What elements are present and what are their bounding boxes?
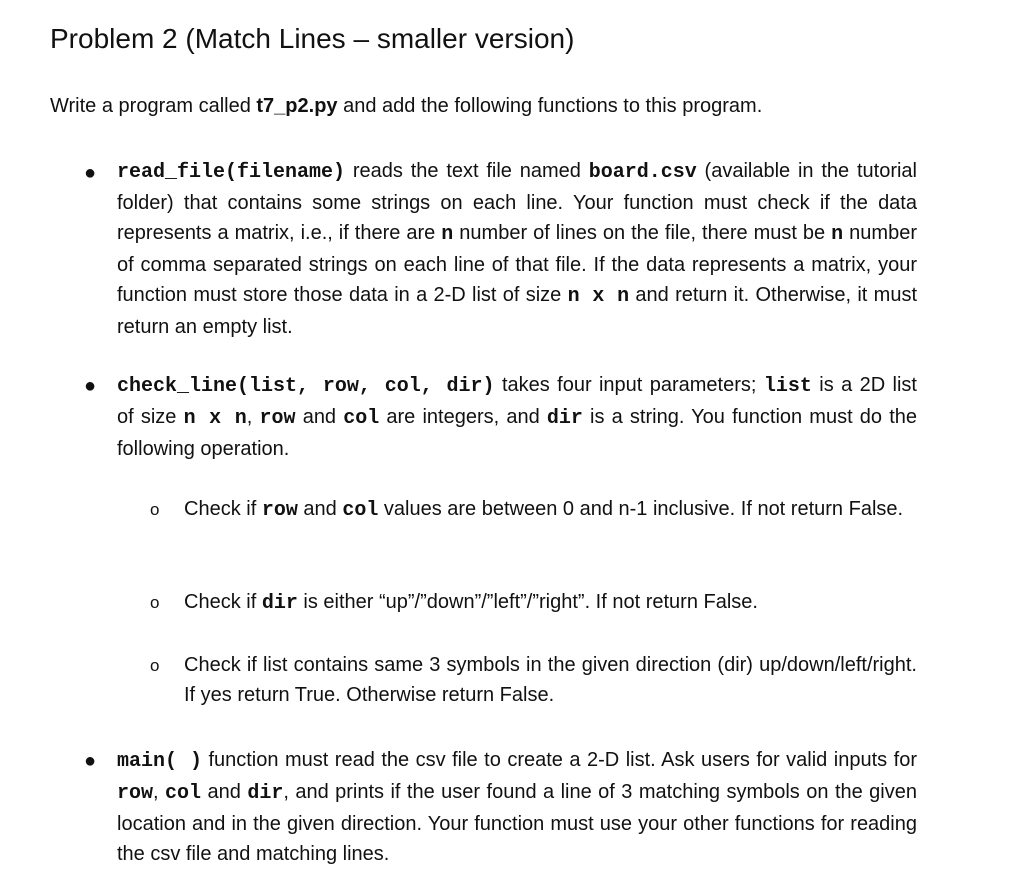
read-file-text-5: and return it. Otherwise, it must return an empty list. <box>117 284 918 338</box>
main-text-4: , and prints if the user found a line of 3 matching symbols on the given location and in the given direction. Your function must use your other functions for reading the csv file and matching lines. <box>117 781 917 865</box>
read-file-text-3: number of lines on the file, there must be <box>453 222 832 244</box>
check-line-text-2: is a 2D list of size <box>117 374 917 428</box>
n-variable: n <box>441 223 454 246</box>
read-file-signature: read_file(filename) <box>117 161 346 184</box>
check-line-text-6: is a string. You function must do the following operation. <box>117 406 917 460</box>
read-file-description <box>117 156 917 342</box>
check-line-text-3: , <box>246 406 260 428</box>
intro-text-before: Write a program called <box>50 95 257 117</box>
check-line-text-5: are integers, and <box>379 406 547 428</box>
check-line-text-4: and <box>295 406 344 428</box>
check-symbols-item <box>184 650 917 710</box>
col-param: col <box>165 782 202 805</box>
dir-param: dir <box>546 407 583 430</box>
bullet-icon: ● <box>84 750 97 772</box>
check-line-signature: check_line(list, row, col, dir) <box>117 375 495 398</box>
n-variable: n <box>831 223 844 246</box>
sub-a-text-2: and <box>297 498 343 520</box>
sub-bullet-icon: o <box>150 593 160 612</box>
bullet-icon: ● <box>84 375 97 397</box>
col-param: col <box>342 499 379 522</box>
row-param: row <box>117 782 154 805</box>
sub-c-text: Check if list contains same 3 symbols in the given direction (dir) up/down/left/right. If yes return True. Otherwise return False. <box>184 654 917 706</box>
main-text-3: and <box>201 781 248 803</box>
intro-paragraph <box>50 93 762 119</box>
check-line-text-1: takes four input parameters; <box>494 374 764 396</box>
dir-param: dir <box>261 592 298 615</box>
intro-text-after: and add the following functions to this program. <box>337 95 763 117</box>
col-param: col <box>343 407 380 430</box>
read-file-text-2: (available in the tutorial folder) that contains some strings on each line. Your function must check if the data represents a matrix, i.e., if there are <box>117 160 917 244</box>
sub-b-text-2: is either “up”/”down”/”left”/”right”. If not return False. <box>297 591 758 613</box>
main-signature: main( ) <box>117 750 202 773</box>
main-text-2: , <box>153 781 166 803</box>
main-text-1: function must read the csv file to create a 2-D list. Ask users for valid inputs for <box>201 749 917 771</box>
sub-a-text-1: Check if <box>184 498 262 520</box>
read-file-text-4: number of comma separated strings on each line of that file. If the data represents a matrix, your function must store those data in a 2-D list of size <box>117 222 917 306</box>
sub-a-text-3: values are between 0 and n-1 inclusive. If not return False. <box>378 498 904 520</box>
matrix-size: n x n <box>567 285 630 308</box>
check-range-item <box>184 494 917 526</box>
sub-bullet-icon: o <box>150 656 160 675</box>
check-line-description <box>117 370 917 464</box>
program-filename: t7_p2.py <box>256 95 338 117</box>
matrix-size: n x n <box>183 407 247 430</box>
list-param: list <box>763 375 812 398</box>
dir-param: dir <box>247 782 284 805</box>
read-file-text-1: reads the text file named <box>345 160 589 182</box>
bullet-icon: ● <box>84 162 97 184</box>
main-description <box>117 745 917 869</box>
row-param: row <box>261 499 298 522</box>
check-direction-item <box>184 587 917 619</box>
row-param: row <box>259 407 296 430</box>
page-title: Problem 2 (Match Lines – smaller version) <box>50 23 575 54</box>
sub-b-text-1: Check if <box>184 591 262 613</box>
board-csv-filename: board.csv <box>588 161 697 184</box>
sub-bullet-icon: o <box>150 500 160 519</box>
